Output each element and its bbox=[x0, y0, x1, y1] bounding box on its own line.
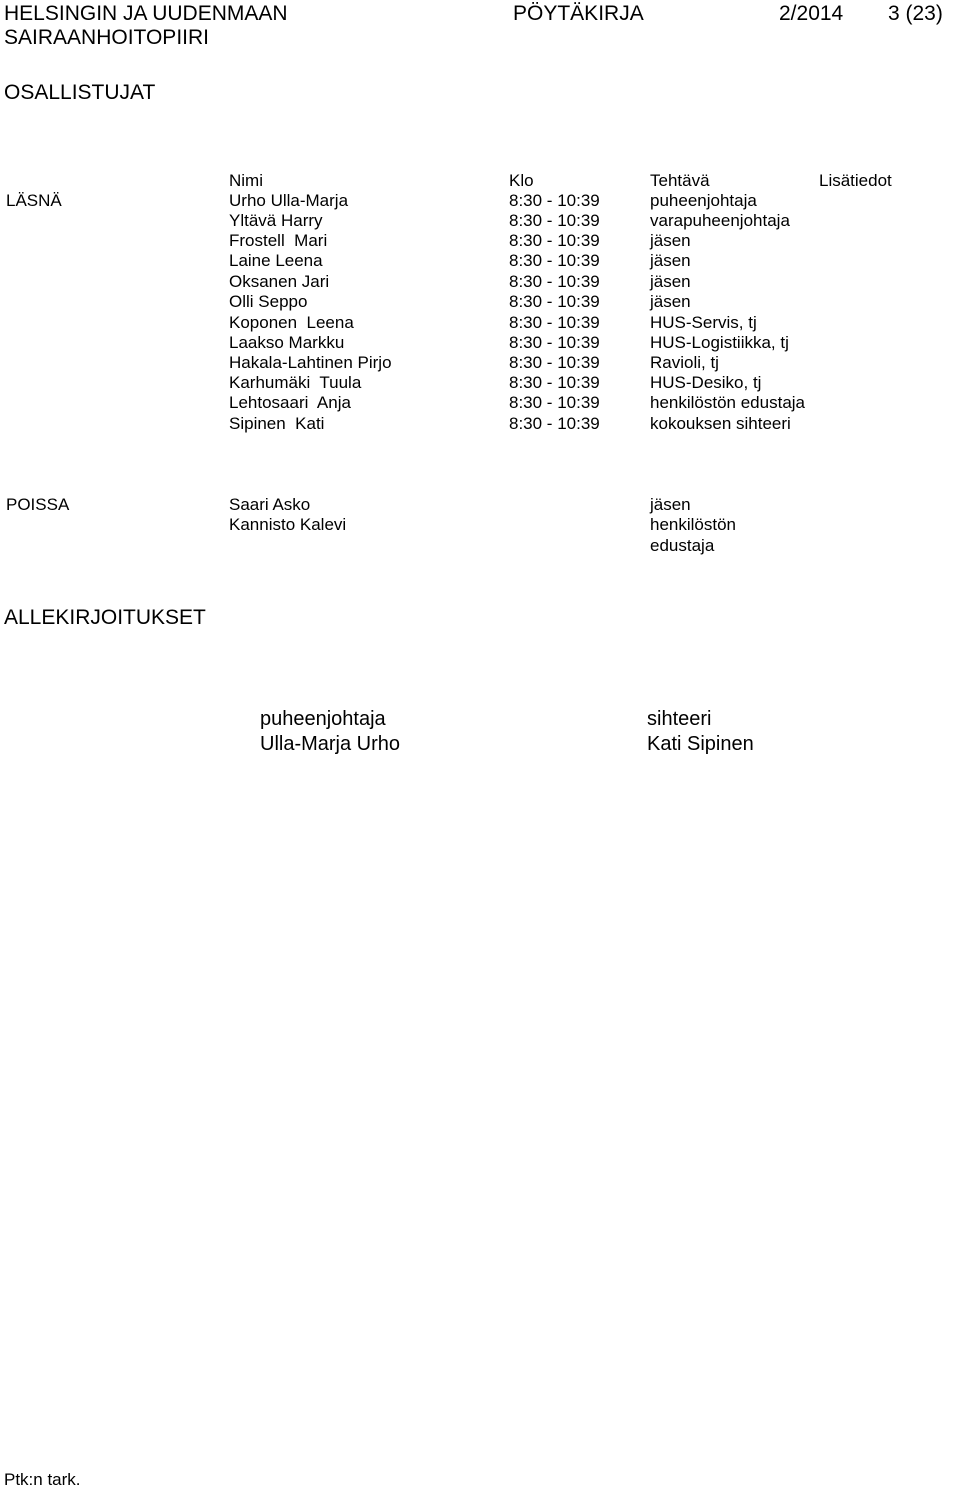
participant-name: Karhumäki Tuula bbox=[229, 373, 362, 392]
column-header-role: Tehtävä bbox=[650, 171, 710, 190]
participant-name: Sipinen Kati bbox=[229, 414, 325, 433]
participant-role: jäsen bbox=[650, 251, 691, 270]
chair-name: Ulla-Marja Urho bbox=[260, 733, 401, 755]
present-label: LÄSNÄ bbox=[6, 191, 62, 210]
participant-time: 8:30 - 10:39 bbox=[509, 333, 600, 352]
footer-note: Ptk:n tark. bbox=[4, 1470, 81, 1489]
participant-name: Lehtosaari Anja bbox=[229, 393, 351, 412]
participant-role: jäsen bbox=[650, 292, 691, 311]
participant-name: Koponen Leena bbox=[229, 313, 354, 332]
participant-role: varapuheenjohtaja bbox=[650, 211, 790, 230]
secretary-role: sihteeri bbox=[647, 708, 712, 730]
signatures-title: ALLEKIRJOITUKSET bbox=[4, 606, 206, 629]
column-header-name: Nimi bbox=[229, 171, 263, 190]
participant-role: HUS-Desiko, tj bbox=[650, 373, 762, 392]
participant-name: Frostell Mari bbox=[229, 231, 328, 250]
chair-role: puheenjohtaja bbox=[260, 708, 386, 730]
participant-role: henkilöstön edustaja bbox=[650, 393, 806, 412]
document-number: 2/2014 bbox=[779, 2, 844, 25]
participant-time: 8:30 - 10:39 bbox=[509, 414, 600, 433]
absent-name: Saari Asko bbox=[229, 495, 311, 514]
page-number: 3 (23) bbox=[888, 2, 943, 25]
organization-name-line2: SAIRAANHOITOPIIRI bbox=[4, 26, 209, 49]
participant-name: Laine Leena bbox=[229, 251, 323, 270]
participant-role: HUS-Logistiikka, tj bbox=[650, 333, 789, 352]
participant-time: 8:30 - 10:39 bbox=[509, 251, 600, 270]
participant-name: Oksanen Jari bbox=[229, 272, 330, 291]
participant-name: Olli Seppo bbox=[229, 292, 308, 311]
participants-title: OSALLISTUJAT bbox=[4, 81, 156, 104]
absent-label: POISSA bbox=[6, 495, 70, 514]
participant-name: Yltävä Harry bbox=[229, 211, 323, 230]
absent-name: Kannisto Kalevi bbox=[229, 515, 347, 534]
participant-role: puheenjohtaja bbox=[650, 191, 757, 210]
participant-time: 8:30 - 10:39 bbox=[509, 272, 600, 291]
participant-time: 8:30 - 10:39 bbox=[509, 211, 600, 230]
organization-name-line1: HELSINGIN JA UUDENMAAN bbox=[4, 2, 288, 25]
participant-time: 8:30 - 10:39 bbox=[509, 191, 600, 210]
participant-time: 8:30 - 10:39 bbox=[509, 292, 600, 311]
participant-role: jäsen bbox=[650, 272, 691, 291]
absent-role: jäsen bbox=[650, 495, 691, 514]
participant-name: Urho Ulla-Marja bbox=[229, 191, 349, 210]
participant-time: 8:30 - 10:39 bbox=[509, 353, 600, 372]
participant-time: 8:30 - 10:39 bbox=[509, 313, 600, 332]
participant-name: Hakala-Lahtinen Pirjo bbox=[229, 353, 392, 372]
secretary-name: Kati Sipinen bbox=[647, 733, 754, 755]
column-header-time: Klo bbox=[509, 171, 534, 190]
document-type: PÖYTÄKIRJA bbox=[513, 2, 644, 25]
participant-time: 8:30 - 10:39 bbox=[509, 231, 600, 250]
participant-role: HUS-Servis, tj bbox=[650, 313, 757, 332]
participant-name: Laakso Markku bbox=[229, 333, 345, 352]
column-header-info: Lisätiedot bbox=[819, 171, 892, 190]
participant-role: Ravioli, tj bbox=[650, 353, 719, 372]
participant-role: jäsen bbox=[650, 231, 691, 250]
absent-role-line1: henkilöstön bbox=[650, 515, 737, 534]
absent-role-line2: edustaja bbox=[650, 536, 715, 555]
participant-role: kokouksen sihteeri bbox=[650, 414, 791, 433]
participant-time: 8:30 - 10:39 bbox=[509, 393, 600, 412]
participant-time: 8:30 - 10:39 bbox=[509, 373, 600, 392]
